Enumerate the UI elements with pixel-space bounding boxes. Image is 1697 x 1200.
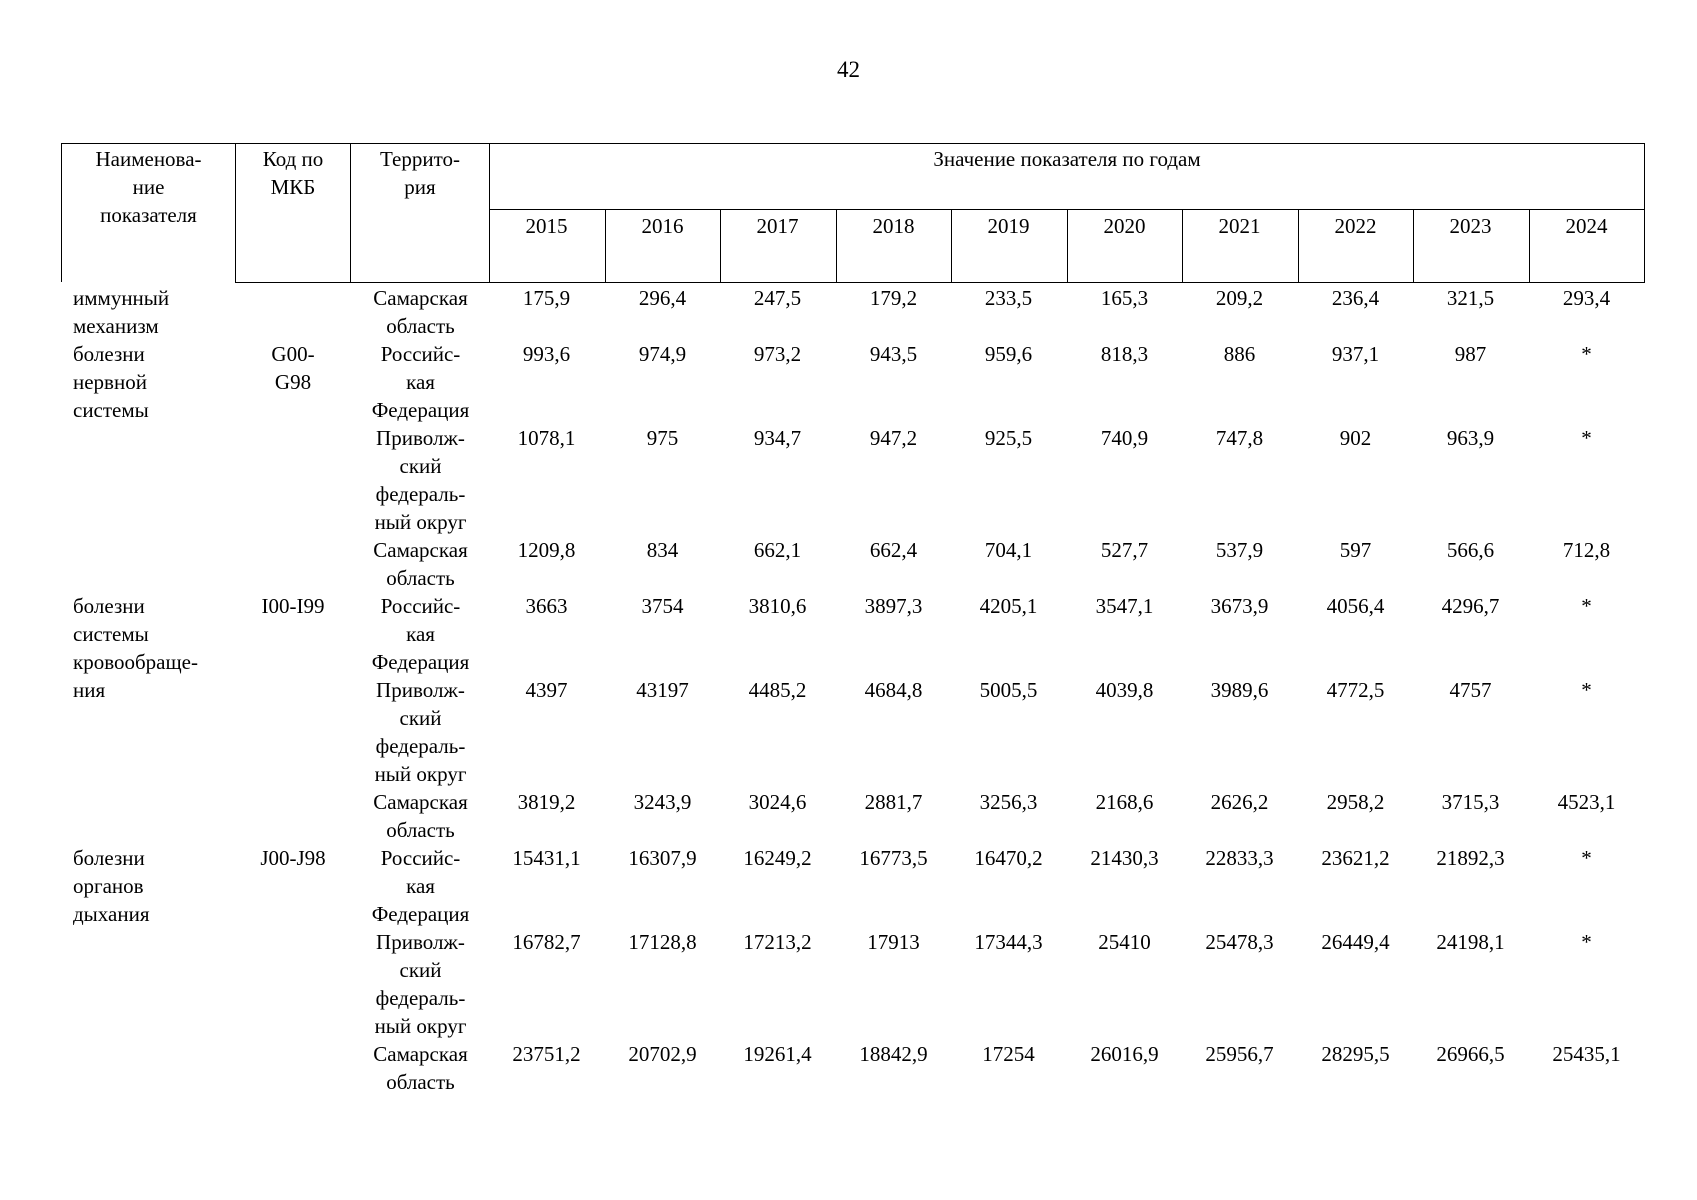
- value-cell: 26966,5: [1436, 1042, 1505, 1066]
- value-cell: 4397: [525, 678, 568, 702]
- value-cell: 18842,9: [859, 1042, 928, 1066]
- value-cell: 4523,1: [1557, 790, 1616, 814]
- value-cell: 321,5: [1446, 286, 1495, 310]
- value-cell: 3663: [525, 594, 568, 618]
- value-cell: 712,8: [1562, 538, 1611, 562]
- value-cell: 4296,7: [1441, 594, 1500, 618]
- header-code: Код по МКБ: [262, 147, 324, 199]
- value-cell: 2881,7: [864, 790, 923, 814]
- value-cell: 4772,5: [1326, 678, 1385, 702]
- header-year: 2024: [1565, 214, 1608, 238]
- value-cell: 974,9: [638, 342, 687, 366]
- value-cell: 15431,1: [512, 846, 581, 870]
- value-cell: 25478,3: [1205, 930, 1274, 954]
- value-cell: 537,9: [1215, 538, 1264, 562]
- value-cell: 747,8: [1215, 426, 1264, 450]
- value-cell: 17254: [982, 1042, 1035, 1066]
- value-cell: 247,5: [753, 286, 802, 310]
- value-cell: 987: [1454, 342, 1487, 366]
- header-year: 2018: [872, 214, 915, 238]
- page-number: 42: [837, 57, 860, 82]
- value-cell: 2626,2: [1210, 790, 1269, 814]
- value-cell: 233,5: [984, 286, 1033, 310]
- value-cell: 23621,2: [1321, 846, 1390, 870]
- territory-cell: Самарская область: [373, 790, 468, 842]
- value-cell: 17913: [867, 930, 920, 954]
- value-cell: 236,4: [1331, 286, 1380, 310]
- value-cell: 2958,2: [1326, 790, 1385, 814]
- value-cell: 16470,2: [974, 846, 1043, 870]
- header-values-group: Значение показателя по годам: [933, 147, 1201, 171]
- value-cell: 662,1: [753, 538, 802, 562]
- header-year: 2020: [1103, 214, 1146, 238]
- value-cell: 21892,3: [1436, 846, 1505, 870]
- territory-cell: Российс- кая Федерация: [371, 342, 470, 422]
- territory-cell: Российс- кая Федерация: [371, 846, 470, 926]
- value-cell: 21430,3: [1090, 846, 1159, 870]
- indicator-code: G00- G98: [271, 342, 315, 394]
- header-year: 2022: [1334, 214, 1377, 238]
- value-cell: 704,1: [984, 538, 1033, 562]
- header-year: 2019: [987, 214, 1030, 238]
- value-cell: 165,3: [1100, 286, 1149, 310]
- header-year: 2021: [1218, 214, 1261, 238]
- value-cell: 943,5: [869, 342, 918, 366]
- indicator-code: I00-I99: [261, 594, 325, 618]
- value-cell: *: [1581, 342, 1592, 366]
- value-cell: 937,1: [1331, 342, 1380, 366]
- indicator-name: болезни органов дыхания: [73, 846, 150, 926]
- value-cell: 3024,6: [748, 790, 807, 814]
- value-cell: 3547,1: [1095, 594, 1154, 618]
- value-cell: 959,6: [984, 342, 1033, 366]
- value-cell: 4757: [1449, 678, 1492, 702]
- header-year: 2017: [756, 214, 799, 238]
- territory-cell: Приволж- ский федераль- ный округ: [374, 426, 467, 534]
- header-top-border: [61, 143, 1645, 144]
- value-cell: 25956,7: [1205, 1042, 1274, 1066]
- value-cell: 5005,5: [979, 678, 1038, 702]
- value-cell: 993,6: [522, 342, 571, 366]
- value-cell: 818,3: [1100, 342, 1149, 366]
- value-cell: 2168,6: [1095, 790, 1154, 814]
- value-cell: 16249,2: [743, 846, 812, 870]
- indicator-code: J00-J98: [260, 846, 326, 870]
- value-cell: 1209,8: [517, 538, 576, 562]
- value-cell: 293,4: [1562, 286, 1611, 310]
- value-cell: 4684,8: [864, 678, 923, 702]
- value-cell: 17128,8: [628, 930, 697, 954]
- header-year: 2015: [525, 214, 568, 238]
- value-cell: 16773,5: [859, 846, 928, 870]
- territory-cell: Приволж- ский федераль- ный округ: [374, 678, 467, 786]
- territory-cell: Самарская область: [373, 1042, 468, 1094]
- value-cell: 3754: [641, 594, 684, 618]
- value-cell: 179,2: [869, 286, 918, 310]
- value-cell: 24198,1: [1436, 930, 1505, 954]
- value-cell: 209,2: [1215, 286, 1264, 310]
- value-cell: 22833,3: [1205, 846, 1274, 870]
- value-cell: 3989,6: [1210, 678, 1269, 702]
- header-year: 2016: [641, 214, 684, 238]
- territory-cell: Самарская область: [373, 538, 468, 590]
- value-cell: 4205,1: [979, 594, 1038, 618]
- value-cell: 902: [1339, 426, 1372, 450]
- value-cell: *: [1581, 594, 1592, 618]
- value-cell: 3256,3: [979, 790, 1038, 814]
- value-cell: 25435,1: [1552, 1042, 1621, 1066]
- value-cell: 4056,4: [1326, 594, 1385, 618]
- value-cell: 527,7: [1100, 538, 1149, 562]
- value-cell: 1078,1: [517, 426, 576, 450]
- value-cell: 26449,4: [1321, 930, 1390, 954]
- header-bottom-border: [235, 282, 1645, 283]
- value-cell: 597: [1339, 538, 1372, 562]
- value-cell: *: [1581, 846, 1592, 870]
- header-right-border: [1644, 143, 1645, 282]
- value-cell: 973,2: [753, 342, 802, 366]
- value-cell: 566,6: [1446, 538, 1495, 562]
- header-territory: Террито- рия: [380, 147, 460, 199]
- value-cell: 3819,2: [517, 790, 576, 814]
- value-cell: 19261,4: [743, 1042, 812, 1066]
- value-cell: 26016,9: [1090, 1042, 1159, 1066]
- value-cell: 28295,5: [1321, 1042, 1390, 1066]
- value-cell: 3243,9: [633, 790, 692, 814]
- value-cell: 740,9: [1100, 426, 1149, 450]
- value-cell: 43197: [636, 678, 689, 702]
- value-cell: 975: [646, 426, 679, 450]
- value-cell: 934,7: [753, 426, 802, 450]
- value-cell: 834: [646, 538, 679, 562]
- value-cell: 3715,3: [1441, 790, 1500, 814]
- indicator-name: болезни нервной системы: [73, 342, 149, 422]
- indicator-name: болезни системы кровообраще- ния: [73, 594, 198, 702]
- value-cell: 16782,7: [512, 930, 581, 954]
- territory-cell: Самарская область: [373, 286, 468, 338]
- value-cell: 947,2: [869, 426, 918, 450]
- value-cell: 175,9: [522, 286, 571, 310]
- header-name: Наименова- ние показателя: [95, 147, 202, 227]
- value-cell: 3673,9: [1210, 594, 1269, 618]
- value-cell: 925,5: [984, 426, 1033, 450]
- value-cell: 17213,2: [743, 930, 812, 954]
- value-cell: 963,9: [1446, 426, 1495, 450]
- header-year: 2023: [1449, 214, 1492, 238]
- value-cell: 4039,8: [1095, 678, 1154, 702]
- value-cell: 4485,2: [748, 678, 807, 702]
- value-cell: 23751,2: [512, 1042, 581, 1066]
- value-cell: *: [1581, 426, 1592, 450]
- value-cell: *: [1581, 678, 1592, 702]
- value-cell: 3810,6: [748, 594, 807, 618]
- territory-cell: Приволж- ский федераль- ный округ: [374, 930, 467, 1038]
- indicator-name: иммунный механизм: [73, 286, 170, 338]
- value-cell: 16307,9: [628, 846, 697, 870]
- value-cell: 17344,3: [974, 930, 1043, 954]
- value-cell: *: [1581, 930, 1592, 954]
- value-cell: 25410: [1098, 930, 1151, 954]
- value-cell: 3897,3: [864, 594, 923, 618]
- territory-cell: Российс- кая Федерация: [371, 594, 470, 674]
- value-cell: 662,4: [869, 538, 918, 562]
- value-cell: 886: [1223, 342, 1256, 366]
- value-cell: 20702,9: [628, 1042, 697, 1066]
- value-cell: 296,4: [638, 286, 687, 310]
